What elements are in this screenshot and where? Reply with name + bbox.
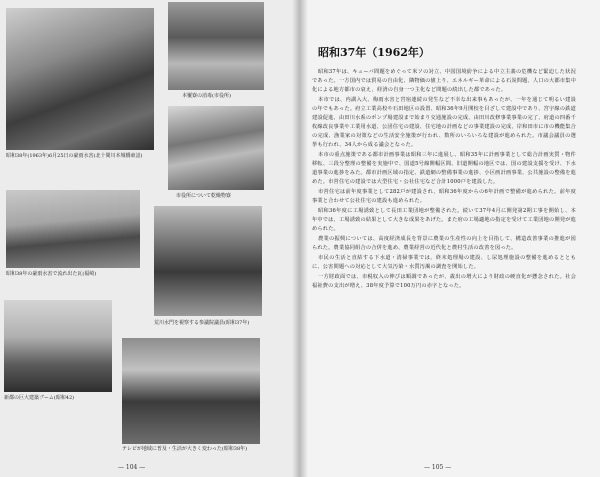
photo-city-hall [168,106,264,190]
photo-caption-1: 昭和38年(1963年)6月25日の豪雨水害(北十間川本城橋東詰) [6,153,143,159]
paragraph: 昭和36年度に工場誘致として長田工業団地が整備された。続いて37年4月に開発第2期工事を開始し、本年中では、工場誘致の結果として大きな成果をあげた。また府の工場適地の指定を受けて工業団地の開発が進められた。 [312,208,576,232]
paragraph: 市営住宅は前年度事業として282戸が建設され、昭和36年度からの6年計画で整備が進められた。前年度事業と合わせて公社住宅の建設も進められた。 [312,189,576,204]
photo-construction [4,300,112,392]
section-heading: 昭和37年（1962年） [318,46,430,59]
paragraph: 農業の振興については、高度経済成長を背景に農業の生産性の向上を目指して、構造改善事業の推進が図られた。農業協同組合の合併を進め、農業経営の近代化と農村生活の改善を図った。 [312,236,576,251]
photo-inspection [154,206,262,316]
body-text [312,68,576,292]
paragraph: 本市では、内湖入大、梅雨水害と宮宿連続の発生など不幸な出来事もあったが、一年を通じて明るい建設の年でもあった。府立工業高校や石田地区の設置、昭和36年9月開校を目ざして建設中であり、宮宇線の鉄道建設促進、由田川水系のポンプ場建設まで始まり交通施設の完成、由田川改修事業事業の完了、府道の四番千枚線改良事業や工業用水道、公団住宅の建設、住宅地の計画などの事業建設の完成、岸和田市に市の機能集合の完成、漁業家の対策などの生活安全施策が行われ、数所のいろいろな建設が進められた。市議会議員の選挙も行われ、34人から成る議会となった。 [312,97,576,148]
photo-flood-boats [6,8,154,150]
photo-caption-3: 市役所について乾燥物寮 [176,193,231,199]
paragraph: 昭和37年は、キューバ問題をめぐって米ソの対立、中国国境紛争による中立主義の危機など緊迫した状況であった。一方国内では貿易の自由化、隣物価の値上り、エネルギー革命による石炭問題、人口の大都市集中化による地方都市の衰え、経済の自身一つ主化など問題の続出した都であった。 [312,69,576,93]
right-page-number: — 105 — [424,464,452,471]
photo-caption-7: テレビが地域に普及・生活が大きく変わった(昭和38年) [122,446,248,452]
left-page-number: — 104 — [118,464,146,471]
paragraph: 本市の重点施策である都市計画事業は昭和三年に進展し、昭和35年に計画事業として総合計画実質・物件移転、三段分整理の整備を実施中で、国道5号線開幅区間、旧道開幅の地区では、国の建設支援を受け、下水道事業の進捗をみた。都市計画区域の指定、鉄道網の整備事業の進捗、小区画計画事業、公共施設の整備を進めた。市営住宅の建設では大型住宅・公社住宅など合計1000戸を建設した。 [312,152,576,185]
photo-caption-2: 本覆寮の消毒(市役所) [182,93,231,99]
photo-caption-5: 荒川水門を視察する参議院議員(昭和37年) [154,320,250,326]
photo-disinfection [168,2,264,90]
paragraph: 市民の生活と直結する下水道・清掃事業では、終末処理場の建設、し尿処理施設の整備を進めるとともに、公害問題への対応として大気汚染・水質汚濁の調査を開始した。 [312,255,576,270]
paragraph: 一方財政面では、市税収入の伸びは順調であったが、歳出の増大により財政の硬直化が懸念された。社会福祉費の支出が増え、38年度予算で100万円の赤字となった。 [312,274,576,289]
photo-crowd [122,338,260,444]
book-gutter [292,0,308,477]
photo-flood-roof-tiles [6,190,140,268]
photo-caption-6: 新都の巨大建築ブーム(昭和42) [4,395,75,401]
photo-caption-4: 昭和38年の豪雨水害で流れ出た瓦(福崎) [6,271,97,277]
